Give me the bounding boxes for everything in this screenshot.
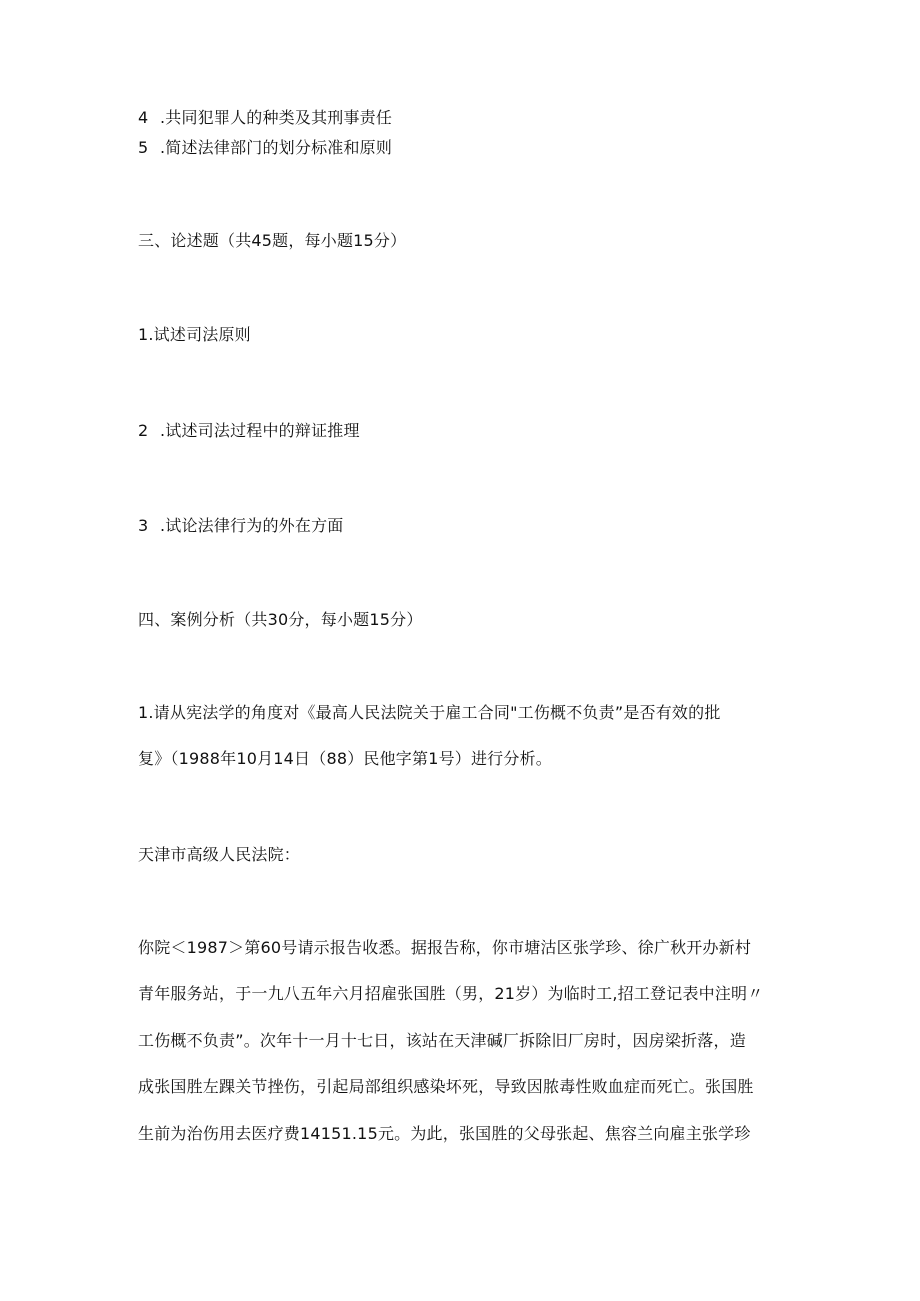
short-answer-item <box>138 138 392 158</box>
item-number: 3 <box>138 516 149 535</box>
item-text: .简述法律部门的划分标准和原则 <box>160 138 393 157</box>
case-question-line: 1.请从宪法学的角度对《最高人民法院关于雇工合同"工伤概不负责”是否有效的批 <box>138 703 721 722</box>
case-addressee: 天津市高级人民法院： <box>138 845 301 864</box>
essay-item <box>138 421 360 441</box>
item-text: .试述司法过程中的辩证推理 <box>160 421 360 440</box>
essay-section-heading: 三、论述题（共45题，每小题15分） <box>138 231 407 250</box>
item-number: 4 <box>138 108 149 127</box>
item-number: 2 <box>138 421 149 440</box>
case-body-line: 你院＜1987＞第60号请示报告收悉。据报告称，你市塘沽区张学珍、徐广秋开办新村 <box>138 938 752 957</box>
case-question-line: 复》（1988年10月14日（88）民他字第1号）进行分析。 <box>138 749 552 768</box>
essay-item <box>138 325 251 345</box>
case-body-line: 工伤概不负责”。次年十一月十七日，该站在天津碱厂拆除旧厂房时，因房梁折落，造 <box>138 1031 746 1050</box>
item-number: 5 <box>138 138 149 157</box>
short-answer-item <box>138 108 392 128</box>
case-body-line: 青年服务站，于一九八五年六月招雇张国胜（男，21岁）为临时工,招工登记表中注明〃 <box>138 984 764 1003</box>
essay-item <box>138 516 344 536</box>
case-body-line: 成张国胜左踝关节挫伤，引起局部组织感染坏死，导致因脓毒性败血症而死亡。张国胜 <box>138 1077 754 1096</box>
item-text: 1.试述司法原则 <box>138 325 251 344</box>
case-section-heading: 四、案例分析（共30分，每小题15分） <box>138 610 423 629</box>
case-body-line: 生前为治伤用去医疗费14151.15元。为此，张国胜的父母张起、焦容兰向雇主张学珍 <box>138 1124 751 1143</box>
item-text: .试论法律行为的外在方面 <box>160 516 344 535</box>
item-text: .共同犯罪人的种类及其刑事责任 <box>160 108 393 127</box>
